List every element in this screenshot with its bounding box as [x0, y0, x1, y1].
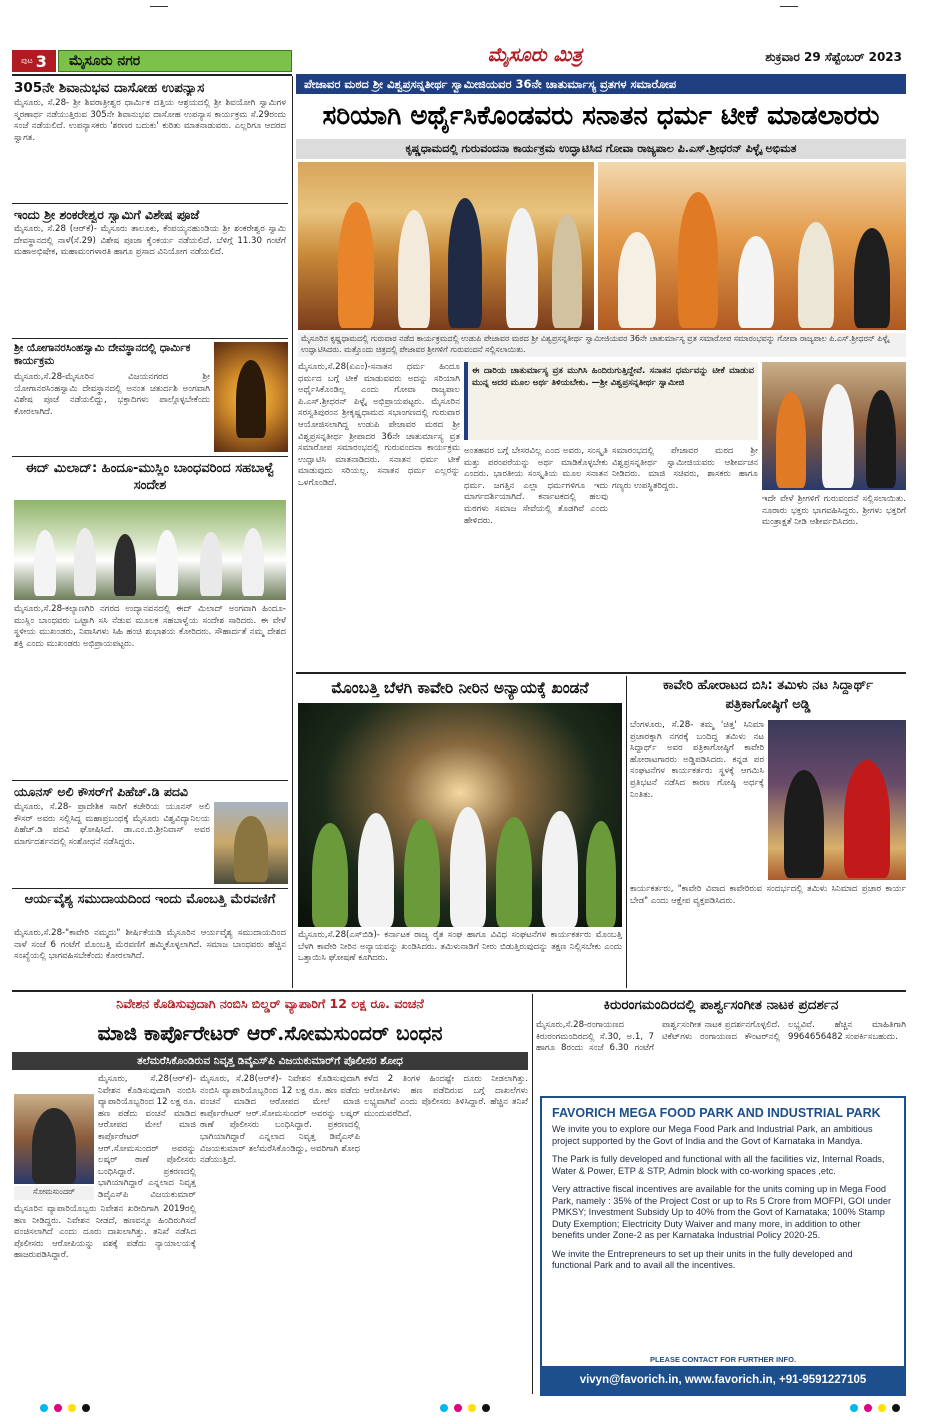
- ad-contact-label: PLEASE CONTACT FOR FURTHER INFO.: [649, 1355, 797, 1364]
- person-figure: [618, 232, 656, 328]
- protester-figure: [496, 817, 532, 927]
- arrest-body-col1: ಮೈಸೂರಿನ ವ್ಯಾಪಾರಿಯೊಬ್ಬರು ನಿವೇಶನ ಖರೀದಿಗಾಗಿ 2019ರಲ್ಲಿ ಹಣ ನೀಡಿದ್ದರು. ನಿವೇಶನ ನೀಡದೆ, ಹಣವನ್ನೂ ಹಿಂದಿರುಗಿಸದೆ ವಂಚಿಸಲಾಗಿದೆ ಎಂದು ದೂರು ದಾಖಲಾಗಿತ್ತು. ತನಿಖೆ ನಡೆಸಿದ ಪೊಲೀಸರು ಆರೋಪಿಯನ್ನು ವಶಕ್ಕೆ ಪಡೆದು ನ್ಯಾಯಾಲಯಕ್ಕೆ ಹಾಜರುಪಡಿಸಿದ್ದಾರೆ.: [14, 1204, 196, 1261]
- arrest-body-col1-beside: ಮೈಸೂರು, ಸೆ.28(ಆರ್‌ಕೆ)- ನಿವೇಶನ ಕೊಡಿಸುವುದಾಗಿ ನಂಬಿಸಿ ವ್ಯಾಪಾರಿಯೊಬ್ಬರಿಂದ 12 ಲಕ್ಷ ರೂ. ಹಣ ಪಡೆದು ವಂಚನೆ ಮಾಡಿದ ಆರೋಪದ ಮೇಲೆ ಮಾಜಿ ಕಾರ್ಪೊರೇಟರ್ ಆರ್.ಸೋಮಸುಂದರ್ ಅವರನ್ನು ಲಷ್ಕರ್ ಠಾಣೆ ಪೊಲೀಸರು ಬಂಧಿಸಿದ್ದಾರೆ. ಪ್ರಕರಣದಲ್ಲಿ ಭಾಗಿಯಾಗಿದ್ದಾರೆ ಎನ್ನಲಾದ ನಿವೃತ್ತ ಡಿವೈಎಸ್‌ಪಿ ವಿಜಯಕುಮಾರ್: [98, 1074, 196, 1200]
- black-dot: [482, 1404, 490, 1412]
- story-body: ಮೈಸೂರು, ಸೆ.28- ಶ್ರೀ ಶಿವರಾತ್ರೀಶ್ವರ ಧಾರ್ಮಿಕ ದತ್ತಿಯ ಆಶ್ರಯದಲ್ಲಿ ಶ್ರೀ ಶಿವಯೋಗಿ ಸ್ವಾಮಿಗಳ ಸ್ಮರಣಾರ್ಥ ನಡೆಯುತ್ತಿರುವ 305ನೇ ಶಿವಾನುಭವ ದಾಸೋಹ ಉಪನ್ಯಾಸ ಕಾರ್ಯಕ್ರಮ ಸೆ.29ರಂದು ಸಂಜೆ ನಡೆಯಲಿದೆ. ಉಪನ್ಯಾಸಕರು 'ಶರಣರ ಬದುಕು' ಕುರಿತು ಮಾತನಾಡುವರು. ಎಲ್ಲರಿಗೂ ಆದರದ ಸ್ವಾಗತ.: [14, 98, 286, 143]
- press-meet-photo: [768, 720, 906, 880]
- swamiji-figure: [678, 192, 718, 328]
- masthead-rule: [12, 74, 292, 76]
- story-body: ಮೈಸೂರು,ಸೆ.28-"ಕಾವೇರಿ ನಮ್ಮದು" ಶೀರ್ಷಿಕೆಯಡಿ ಮೈಸೂರಿನ ಆರ್ಯವೈಶ್ಯ ಸಮುದಾಯದಿಂದ ನಾಳೆ ಸಂಜೆ 6 ಗಂಟೆಗೆ ಮೊಂಬತ್ತಿ ಮೆರವಣಿಗೆ ಹಮ್ಮಿಕೊಳ್ಳಲಾಗಿದೆ. ಸಮಾಜ ಬಾಂಧವರು ಹೆಚ್ಚಿನ ಸಂಖ್ಯೆಯಲ್ಲಿ ಭಾಗವಹಿಸಬೇಕೆಂದು ಕೋರಲಾಗಿದೆ.: [14, 928, 286, 962]
- black-dot: [892, 1404, 900, 1412]
- lead-body-col4: ಇದೇ ವೇಳೆ ಶ್ರೀಗಳಿಗೆ ಗುರುವಂದನೆ ಸಲ್ಲಿಸಲಾಯಿತು. ನೂರಾರು ಭಕ್ತರು ಭಾಗವಹಿಸಿದ್ದರು. ಶ್ರೀಗಳು ಭಕ್ತರಿಗೆ ಮಂತ್ರಾಕ್ಷತೆ ನೀಡಿ ಆಶೀರ್ವದಿಸಿದರು.: [762, 494, 906, 528]
- cyan-dot: [40, 1404, 48, 1412]
- ad-paragraph: We invite the Entrepreneurs to set up their units in the fully developed and functional Park and to avail all the incentives.: [552, 1248, 853, 1270]
- crop-mark: [150, 6, 168, 7]
- story-headline: ಆರ್ಯವೈಶ್ಯ ಸಮುದಾಯದಿಂದ ಇಂದು ಮೊಂಬತ್ತಿ ಮೆರವಣಿಗೆ: [24, 892, 276, 907]
- protester-figure: [404, 819, 440, 927]
- lead-body-col3: ಸಮಾರಂಭದಲ್ಲಿ ಪೇಜಾವರ ಮಠದ ಶ್ರೀ ವಿಶ್ವಪ್ರಸನ್ನತೀರ್ಥ ಸ್ವಾಮೀಜಿಯವರು ಆಶೀರ್ವಚನ ನೀಡಿದರು. ಮಾಜಿ ಸಚಿವರು, ಶಾಸಕರು ಹಾಗೂ ಗಣ್ಯರು ಉಪಸ್ಥಿತರಿದ್ದರು.: [612, 446, 758, 491]
- newspaper-logo: ಮೈಸೂರು ಮಿತ್ರ: [487, 44, 583, 66]
- protester-figure: [844, 760, 890, 878]
- governor-figure: [448, 198, 482, 328]
- food-park-advertisement: [540, 1096, 906, 1396]
- arrest-body-col3: ಕಳೆದ 2 ತಿಂಗಳ ಹಿಂದಷ್ಟೇ ದೂರು ನೀಡಲಾಗಿತ್ತು. ಆರೋಪಿಗಳು ಹಣ ಪಡೆದಿರುವ ಬಗ್ಗೆ ದಾಖಲೆಗಳು ಲಭ್ಯವಾಗಿವೆ ಎಂದು ಪೊಲೀಸರು ತಿಳಿಸಿದ್ದಾರೆ. ಹೆಚ್ಚಿನ ತನಿಖೆ ಮುಂದುವರೆದಿದೆ.: [364, 1074, 528, 1119]
- person-figure: [822, 384, 854, 488]
- color-registration-marks: [850, 1404, 900, 1412]
- lead-subhead: ಕೃಷ್ಣಧಾಮದಲ್ಲಿ ಗುರುವಂದನಾ ಕಾರ್ಯಕ್ರಮ ಉದ್ಘಾಟಿಸಿದ ಗೋವಾ ರಾಜ್ಯಪಾಲ ಪಿ.ಎಸ್.ಶ್ರೀಧರನ್ ಪಿಳ್ಳೈ ಅಭಿಮತ: [296, 139, 906, 159]
- divider: [12, 888, 288, 889]
- divider: [296, 672, 906, 674]
- person-figure: [242, 528, 264, 596]
- protester-figure: [312, 823, 348, 927]
- drama-headline: ಕಿರುರಂಗಮಂದಿರದಲ್ಲಿ ಪಾರ್ಶ್ವಸಂಗೀತ ನಾಟಕ ಪ್ರದರ್ಶನ: [603, 997, 839, 1013]
- cauvery-body: ಬೆಂಗಳೂರು, ಸೆ.28- ತಮ್ಮ 'ಚಿತ್ತ' ಸಿನಿಮಾ ಪ್ರಚಾರಕ್ಕಾಗಿ ನಗರಕ್ಕೆ ಬಂದಿದ್ದ ತಮಿಳು ನಟ ಸಿದ್ದಾರ್ಥ್ ಅವರ ಪತ್ರಿಕಾಗೋಷ್ಠಿಗೆ ಕಾವೇರಿ ಹೋರಾಟಗಾರರು ಅಡ್ಡಿಪಡಿಸಿದರು. ಕನ್ನಡ ಪರ ಸಂಘಟನೆಗಳ ಕಾರ್ಯಕರ್ತರು ಸ್ಥಳಕ್ಕೆ ಆಗಮಿಸಿ ಪ್ರತಿಭಟನೆ ನಡೆಸಿದ ಕಾರಣ ಗೋಷ್ಠಿ ಅರ್ಧಕ್ಕೆ ನಿಂತಿತು.: [630, 720, 764, 800]
- swamiji-figure: [776, 392, 806, 488]
- deity-figure: [236, 360, 266, 438]
- story-headline: ಶ್ರೀ ಯೋಗಾನರಸಿಂಹಸ್ವಾಮಿ ದೇವಸ್ಥಾನದಲ್ಲಿ ಧಾರ್ಮಿಕ ಕಾರ್ಯಕ್ರಮ: [14, 342, 191, 367]
- inauguration-photo: [298, 162, 594, 330]
- protester-figure: [586, 821, 616, 927]
- candle-headline: ಮೊಂಬತ್ತಿ ಬೆಳಗಿ ಕಾವೇರಿ ನೀರಿನ ಅನ್ಯಾಯಕ್ಕೆ ಖಂಡನೆ: [331, 679, 589, 697]
- yellow-dot: [878, 1404, 886, 1412]
- page-label: ಪುಟ: [21, 56, 33, 65]
- candle-body: ಮೈಸೂರು,ಸೆ.28(ಎಸ್‌ಬಿಡಿ)- ಕರ್ನಾಟಕ ರಾಜ್ಯ ರೈತ ಸಂಘ ಹಾಗೂ ವಿವಿಧ ಸಂಘಟನೆಗಳ ಕಾರ್ಯಕರ್ತರು ಮೊಂಬತ್ತಿ ಬೆಳಗಿ ಕಾವೇರಿ ನೀರಿನ ಅನ್ಯಾಯವನ್ನು ಖಂಡಿಸಿದರು. ತಮಿಳುನಾಡಿಗೆ ನೀರು ಬಿಡುತ್ತಿರುವುದನ್ನು ತಕ್ಷಣ ನಿಲ್ಲಿಸಬೇಕು ಎಂದು ಒತ್ತಾಯಿಸಿ ಘೋಷಣೆ ಕೂಗಿದರು.: [298, 930, 622, 964]
- story-body: ಮೈಸೂರು,ಸೆ.28-ಕಲ್ಯಾಣಗಿರಿ ನಗರದ ಉದ್ಯಾನವನದಲ್ಲಿ ಈದ್ ಮಿಲಾದ್ ಅಂಗವಾಗಿ ಹಿಂದೂ-ಮುಸ್ಲಿಂ ಬಾಂಧವರು ಒಟ್ಟಾಗಿ ಸಸಿ ನೆಡುವ ಮೂಲಕ ಸಹಬಾಳ್ವೆಯ ಸಂದೇಶ ಸಾರಿದರು. ಈ ವೇಳೆ ಸ್ಥಳೀಯ ಮುಖಂಡರು, ನಿವಾಸಿಗಳು ಸಿಹಿ ಹಂಚಿ ಶುಭಾಶಯ ಕೋರಿದರು. ಸೌಹಾರ್ದತೆ ನಮ್ಮ ದೇಶದ ಶಕ್ತಿ ಎಂದು ಮುಖಂಡರು ಅಭಿಪ್ರಾಯಪಟ್ಟರು.: [14, 604, 286, 649]
- column-rule: [532, 994, 533, 1394]
- arrest-kicker: ನಿವೇಶನ ಕೊಡಿಸುವುದಾಗಿ ನಂಬಿಸಿ ಬಿಲ್ಡರ್ ವ್ಯಾಪಾರಿಗೆ 12 ಲಕ್ಷ ರೂ. ವಂಚನೆ: [116, 996, 424, 1011]
- story-headline: ಈದ್ ಮಿಲಾದ್: ಹಿಂದೂ-ಮುಸ್ಲಿಂ ಬಾಂಧವರಿಂದ ಸಹಬಾಳ್ವೆ ಸಂದೇಶ: [25, 461, 275, 493]
- section-name: ಮೈಸೂರು ನಗರ: [58, 50, 292, 72]
- swamiji-blessing-photo: [762, 362, 906, 490]
- cauvery-headline: ಕಾವೇರಿ ಹೋರಾಟದ ಬಿಸಿ: ತಮಿಳು ನಟ ಸಿದ್ದಾರ್ಥ್ ಪತ್ರಿಕಾಗೋಷ್ಠಿಗೆ ಅಡ್ಡಿ: [663, 678, 873, 712]
- page-number-badge: [12, 50, 56, 72]
- ad-paragraph: The Park is fully developed and functional with all the facilities viz, Internal Roads, Water & Power, ETP & STP, Admin block with co-working spaces ,etc.: [552, 1154, 885, 1176]
- lead-headline: ಸರಿಯಾಗಿ ಅರ್ಥೈಸಿಕೊಂಡವರು ಸನಾತನ ಧರ್ಮ ಟೀಕೆ ಮಾಡಲಾರರು: [322, 101, 880, 131]
- black-dot: [82, 1404, 90, 1412]
- tree-planting-photo: [14, 500, 286, 600]
- story-headline: ಇಂದು ಶ್ರೀ ಶಂಕರೇಶ್ವರ ಸ್ವಾಮಿಗೆ ವಿಶೇಷ ಪೂಜೆ: [14, 207, 200, 222]
- candle-protest-photo: [298, 703, 622, 927]
- person-figure: [234, 816, 268, 882]
- protester-figure: [450, 807, 486, 927]
- story-body: ಮೈಸೂರು, ಸೆ.28 (ಆರ್‌ಕೆ)- ಮೈಸೂರು ತಾಲೂಕು, ಕೆಂಪಯ್ಯನಹುಂಡಿಯ ಶ್ರೀ ಶಂಕರೇಶ್ವರ ಸ್ವಾಮಿ ದೇವಸ್ಥಾನದಲ್ಲಿ ನಾಳೆ(ಸೆ.29) ವಿಶೇಷ ಪೂಜಾ ಕೈಂಕರ್ಯ ನಡೆಯಲಿದೆ. ಬೆಳಿಗ್ಗೆ 11.30 ಗಂಟೆಗೆ ಮಹಾಅಭಿಷೇಕ, ಮಹಾಮಂಗಳಾರತಿ ಹಾಗೂ ಪ್ರಸಾದ ವಿನಿಯೋಗ ನಡೆಯಲಿದೆ.: [14, 224, 286, 258]
- divider: [12, 456, 288, 457]
- yellow-dot: [468, 1404, 476, 1412]
- color-registration-marks: [40, 1404, 90, 1412]
- drama-body: ಮೈಸೂರು,ಸೆ.28-ರಂಗಾಯಣದ ಕಿರುರಂಗಮಂದಿರದಲ್ಲಿ ಸೆ.30, ಅ.1, 7 ಹಾಗೂ 8ರಂದು ಸಂಜೆ 6.30 ಗಂಟೆಗೆ ಪಾರ್ಶ್ವಸಂಗೀತ ನಾಟಕ ಪ್ರದರ್ಶನಗೊಳ್ಳಲಿದೆ. ಟಿಕೆಟ್‌ಗಳು ರಂಗಾಯಣದ ಕೌಂಟರ್‌ನಲ್ಲಿ ಲಭ್ಯವಿವೆ. ಹೆಚ್ಚಿನ ಮಾಹಿತಿಗಾಗಿ 9964656482 ಸಂಪರ್ಕಿಸಬಹುದು.: [536, 1020, 906, 1054]
- ad-title: FAVORICH MEGA FOOD PARK AND INDUSTRIAL PARK: [542, 1098, 904, 1122]
- lead-kicker: ಪೇಜಾವರ ಮಠದ ಶ್ರೀ ವಿಶ್ವಪ್ರಸನ್ನತೀರ್ಥ ಸ್ವಾಮೀಜಿಯವರ 36ನೇ ಚಾತುರ್ಮಾಸ್ಯ ವ್ರತಗಳ ಸಮಾರೋಪ: [296, 74, 906, 94]
- protester-figure: [542, 811, 578, 927]
- person-figure: [738, 236, 774, 328]
- column-rule: [626, 676, 627, 988]
- protester-figure: [358, 813, 394, 927]
- page-number: 3: [35, 51, 47, 71]
- story-headline: 305ನೇ ಶಿವಾನುಭವ ದಾಸೋಹ ಉಪನ್ಯಾಸ: [14, 80, 205, 96]
- guruvandana-photo: [598, 162, 906, 330]
- cauvery-caption: ಕಾರ್ಯಕರ್ತರು, "ಕಾವೇರಿ ವಿವಾದ ಕಾವೇರಿರುವ ಸಂದರ್ಭದಲ್ಲಿ ತಮಿಳು ಸಿನಿಮಾದ ಪ್ರಚಾರ ಕಾರ್ಯ ಬೇಡ" ಎಂದು ಆಕ್ಷೇಪ ವ್ಯಕ್ತಪಡಿಸಿದರು.: [630, 884, 906, 906]
- issue-date: ಶುಕ್ರವಾರ 29 ಸೆಪ್ಟೆಂಬರ್ 2023: [765, 50, 902, 64]
- deity-photo: [214, 342, 288, 452]
- arrest-subhead: ತಲೆಮರೆಸಿಕೊಂಡಿರುವ ನಿವೃತ್ತ ಡಿವೈಎಸ್‌ಪಿ ವಿಜಯಕುಮಾರ್‌ಗೆ ಪೊಲೀಸರ ಶೋಧ: [12, 1052, 528, 1070]
- crop-mark: [780, 6, 798, 7]
- person-figure: [866, 390, 896, 488]
- ad-body: [542, 1122, 904, 1281]
- magenta-dot: [864, 1404, 872, 1412]
- arrest-body-col2: ಮೈಸೂರು, ಸೆ.28(ಆರ್‌ಕೆ)- ನಿವೇಶನ ಕೊಡಿಸುವುದಾಗಿ ನಂಬಿಸಿ ವ್ಯಾಪಾರಿಯೊಬ್ಬರಿಂದ 12 ಲಕ್ಷ ರೂ. ಹಣ ಪಡೆದು ವಂಚನೆ ಮಾಡಿದ ಆರೋಪದ ಮೇಲೆ ಮಾಜಿ ಕಾರ್ಪೊರೇಟರ್ ಆರ್.ಸೋಮಸುಂದರ್ ಅವರನ್ನು ಲಷ್ಕರ್ ಠಾಣೆ ಪೊಲೀಸರು ಬಂಧಿಸಿದ್ದಾರೆ. ಪ್ರಕರಣದಲ್ಲಿ ಭಾಗಿಯಾಗಿದ್ದಾರೆ ಎನ್ನಲಾದ ನಿವೃತ್ತ ಡಿವೈಎಸ್‌ಪಿ ವಿಜಯಕುಮಾರ್ ತಲೆಮರೆಸಿಕೊಂಡಿದ್ದು, ಅವರಿಗಾಗಿ ಶೋಧ ನಡೆಯುತ್ತಿದೆ.: [200, 1074, 360, 1166]
- divider: [12, 338, 288, 339]
- cyan-dot: [440, 1404, 448, 1412]
- column-rule: [292, 76, 293, 988]
- person-figure: [114, 534, 136, 596]
- accused-photo-caption: ಸೋಮಸುಂದರ್: [14, 1186, 94, 1200]
- person-figure: [506, 208, 538, 328]
- person-figure: [200, 532, 222, 596]
- person-figure: [854, 228, 890, 328]
- person-figure: [552, 214, 582, 328]
- story-body: ಮೈಸೂರು, ಸೆ.28- ಪ್ರಾದೇಶಿಕ ಸಾರಿಗೆ ಕಚೇರಿಯ ಯೂನಸ್ ಅಲಿ ಕೌಸರ್ ಅವರು ಸಲ್ಲಿಸಿದ್ದ ಮಹಾಪ್ರಬಂಧಕ್ಕೆ ಮೈಸೂರು ವಿಶ್ವವಿದ್ಯಾನಿಲಯ ಪಿಹೆಚ್.ಡಿ ಪದವಿ ಘೋಷಿಸಿದೆ. ಡಾ.ಎಂ.ಬಿ.ಶ್ರೀನಿವಾಸ್ ಅವರ ಮಾರ್ಗದರ್ಶನದಲ್ಲಿ ಸಂಶೋಧನೆ ನಡೆಸಿದ್ದರು.: [14, 802, 210, 847]
- portrait-photo: [214, 802, 288, 884]
- color-registration-marks: [440, 1404, 490, 1412]
- person-figure: [34, 530, 56, 596]
- story-headline: ಯೂನಸ್ ಅಲಿ ಕೌಸರ್‌ಗೆ ಪಿಹೆಚ್.ಡಿ ಪದವಿ: [14, 784, 188, 799]
- swamiji-quote: ಈ ದಾರಿಯ ಚಾತುರ್ಮಾಸ್ಯ ವ್ರತ ಮುಗಿಸಿ ಹಿಂದಿರುಗುತ್ತಿದ್ದೇವೆ. ಸನಾತನ ಧರ್ಮವನ್ನು ಟೀಕೆ ಮಾಡುವ ಮುನ್ನ ಅದರ ಮೂಲ ಅರ್ಥ ತಿಳಿಯಬೇಕು. —ಶ್ರೀ ವಿಶ್ವಪ್ರಸನ್ನತೀರ್ಥ ಸ್ವಾಮೀಜಿ: [472, 366, 754, 388]
- swamiji-figure: [338, 202, 374, 328]
- actor-figure: [784, 770, 824, 878]
- divider: [12, 780, 288, 781]
- lead-photo-caption: ಮೈಸೂರಿನ ಕೃಷ್ಣಧಾಮದಲ್ಲಿ ಗುರುವಾರ ನಡೆದ ಕಾರ್ಯಕ್ರಮದಲ್ಲಿ ಉಡುಪಿ ಪೇಜಾವರ ಮಠದ ಶ್ರೀ ವಿಶ್ವಪ್ರಸನ್ನತೀರ್ಥ ಸ್ವಾಮೀಜಿಯವರ 36ನೇ ಚಾತುರ್ಮಾಸ್ಯ ವ್ರತ ಸಮಾರೋಪ ಸಮಾರಂಭವನ್ನು ಗೋವಾ ರಾಜ್ಯಪಾಲ ಪಿ.ಎಸ್.ಶ್ರೀಧರನ್ ಪಿಳ್ಳೈ ಉದ್ಘಾಟಿಸಿದರು. ಮತ್ತೊಂದು ಚಿತ್ರದಲ್ಲಿ ಪೇಜಾವರ ಶ್ರೀಗಳಿಗೆ ಗುರುವಂದನೆ ಸಲ್ಲಿಸಲಾಯಿತು.: [298, 333, 906, 357]
- lead-body-col2: ಅಂತಹವರ ಬಗ್ಗೆ ಬೇಸರವಿಲ್ಲ ಎಂದ ಅವರು, ಸಂಸ್ಕೃತಿ ಮತ್ತು ಪರಂಪರೆಯನ್ನು ಅರ್ಥ ಮಾಡಿಕೊಳ್ಳಬೇಕು ಎಂದರು. ಭಾರತೀಯ ಸಂಸ್ಕೃತಿಯ ಮೂಲ ಸನಾತನ ಧರ್ಮ. ಜಗತ್ತಿನ ಎಲ್ಲಾ ಧರ್ಮಗಳಿಗೂ ಇದು ಮಾರ್ಗದರ್ಶಿಯಾಗಿದೆ. ಕರ್ನಾಟಕದಲ್ಲಿ ಹಲವು ಮಠಗಳು ಸಮಾಜ ಸೇವೆಯಲ್ಲಿ ತೊಡಗಿವೆ ಎಂದು ಹೇಳಿದರು.: [464, 446, 608, 526]
- ad-paragraph: Very attractive fiscal incentives are available for the units coming up in Mega Food Park, namely : 35% of the Project Cost or up to Rs 5 Crore from MOFPI, GOI under PMKSY; Investment Subsidy Up to 40% from the Govt of Karnataka; 100% Stamp Duty Exemption; Electricity Duty Waiver and many more, in addition to other benefits under Zone-2 as per Karnataka Industrial Policy 2020-25.: [552, 1184, 892, 1240]
- divider: [12, 203, 288, 204]
- person-figure: [156, 530, 178, 596]
- magenta-dot: [454, 1404, 462, 1412]
- magenta-dot: [54, 1404, 62, 1412]
- person-figure: [398, 210, 430, 328]
- lead-body-col1: ಮೈಸೂರು,ಸೆ.28(ಏಎಂ)-ಸನಾತನ ಧರ್ಮ ಹಿಂದೂ ಧರ್ಮದ ಬಗ್ಗೆ ಟೀಕೆ ಮಾಡುವವರು ಅದನ್ನು ಸರಿಯಾಗಿ ಅರ್ಥೈಸಿಕೊಂಡಿಲ್ಲ ಎಂದು ಗೋವಾ ರಾಜ್ಯಪಾಲ ಪಿ.ಎಸ್.ಶ್ರೀಧರನ್ ಪಿಳ್ಳೈ ಅಭಿಪ್ರಾಯಪಟ್ಟರು. ಮೈಸೂರಿನ ಸರಸ್ವತಿಪುರಂನ ಶ್ರೀಕೃಷ್ಣಧಾಮದ ಸಭಾಂಗಣದಲ್ಲಿ ಗುರುವಾರ ಆಯೋಜಿಸಲಾಗಿದ್ದ ಉಡುಪಿ ಪೇಜಾವರ ಮಠದ ಶ್ರೀ ವಿಶ್ವಪ್ರಸನ್ನತೀರ್ಥ ಶ್ರೀಪಾದರ 36ನೇ ಚಾತುರ್ಮಾಸ್ಯ ವ್ರತ ಸಮಾರೋಪ ಸಮಾರಂಭದಲ್ಲಿ ಗುರುವಂದನಾ ಕಾರ್ಯಕ್ರಮ ಉದ್ಘಾಟಿಸಿ ಮಾತನಾಡಿದರು. ಸನಾತನ ಧರ್ಮ ಟೀಕೆ ಮಾಡುವುದು ಸರಿಯಲ್ಲ. ಸನಾತನ ಧರ್ಮ ಎಲ್ಲರನ್ನು ಒಳಗೊಂಡಿದೆ.: [298, 362, 460, 488]
- divider: [12, 990, 906, 992]
- person-figure: [74, 528, 96, 596]
- ad-paragraph: We invite you to explore our Mega Food Park and Industrial Park, an ambitious project supported by the Govt of India and the Govt of Karnataka in Mandya.: [552, 1124, 873, 1146]
- story-body: ಮೈಸೂರು,ಸೆ.28-ಮೈಸೂರಿನ ವಿಜಯನಗರದ ಶ್ರೀ ಯೋಗಾನರಸಿಂಹಸ್ವಾಮಿ ದೇವಸ್ಥಾನದಲ್ಲಿ ಅನಂತ ಚತುರ್ದಶಿ ಅಂಗವಾಗಿ ವಿಶೇಷ ಪೂಜೆ ನಡೆಯಲಿದ್ದು, ಭಕ್ತಾದಿಗಳು ಪಾಲ್ಗೊಳ್ಳಬೇಕೆಂದು ಕೋರಲಾಗಿದೆ.: [14, 372, 210, 417]
- arrest-headline: ಮಾಜಿ ಕಾರ್ಪೊರೇಟರ್ ಆರ್.ಸೋಮಸುಂದರ್ ಬಂಧನ: [97, 1021, 443, 1045]
- person-figure: [798, 222, 834, 328]
- yellow-dot: [68, 1404, 76, 1412]
- ad-contact: vivyn@favorich.in, www.favorich.in, +91-9591227105: [542, 1366, 904, 1394]
- cyan-dot: [850, 1404, 858, 1412]
